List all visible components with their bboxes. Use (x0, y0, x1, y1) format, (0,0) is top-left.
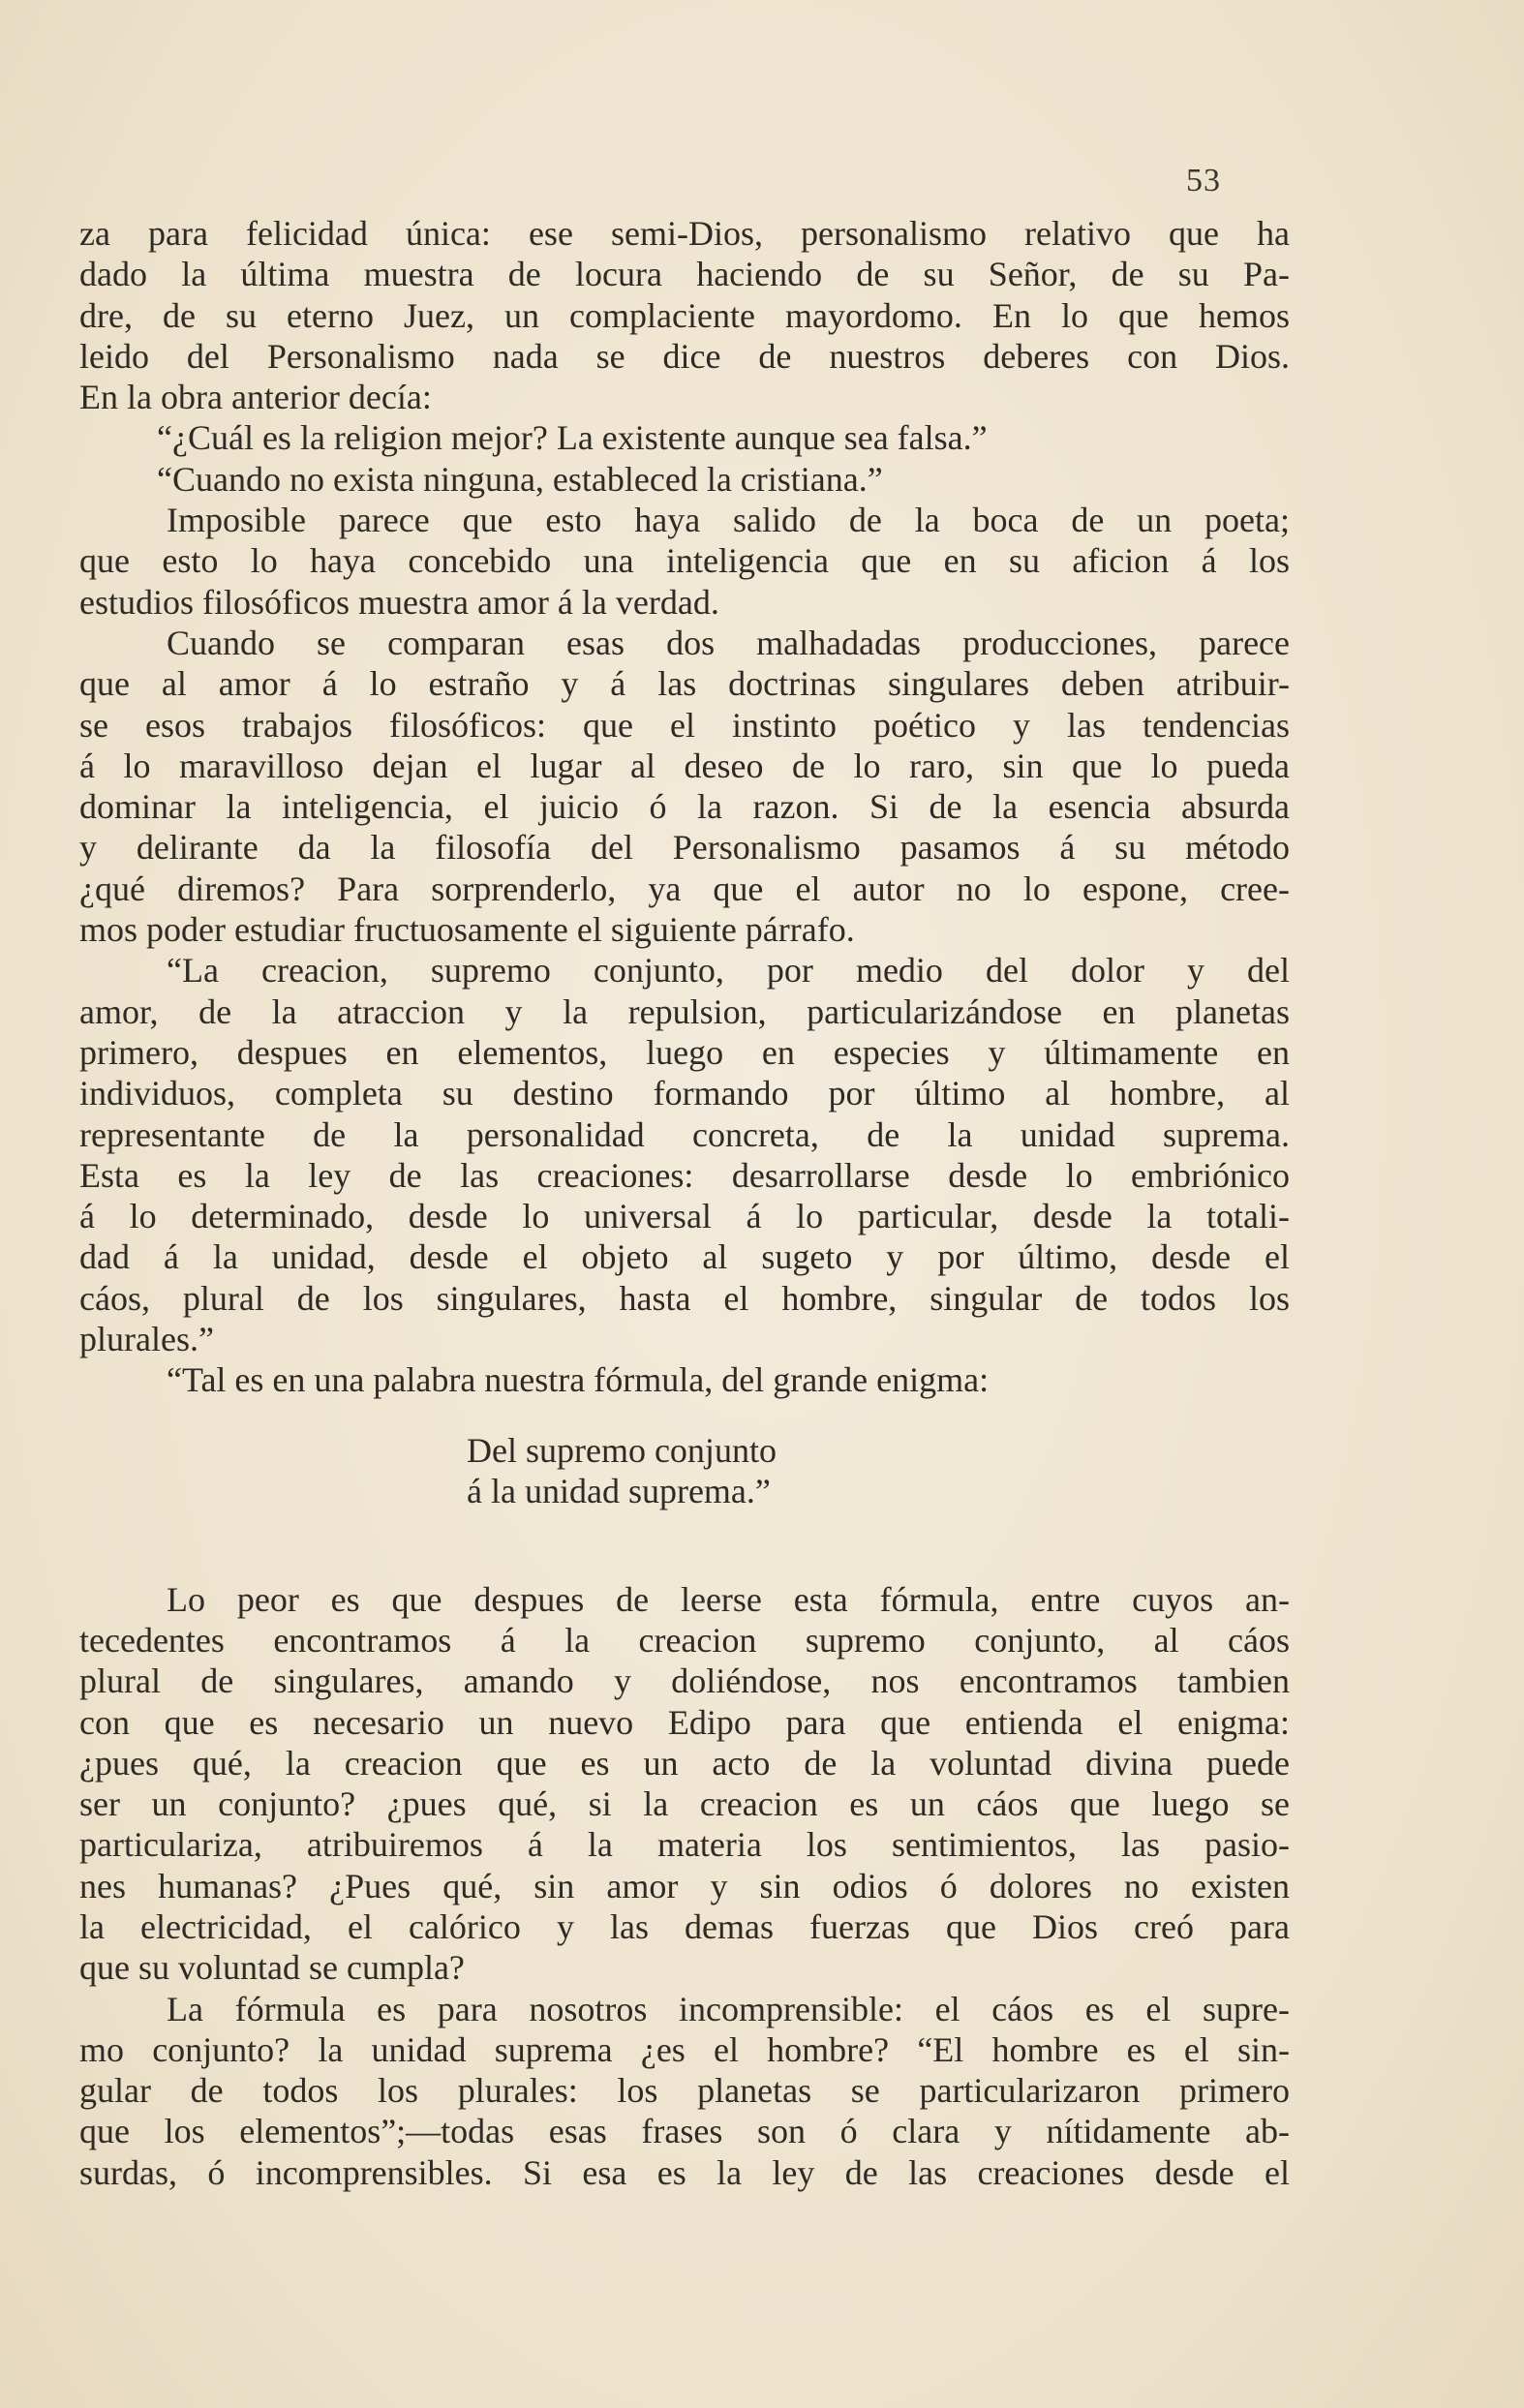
text-line: que al amor á lo estraño y á las doctrinas singulares deben atribuir- (79, 664, 1290, 704)
text-line: “La creacion, supremo conjunto, por medio del dolor y del (167, 951, 1290, 991)
text-line: particulariza, atribuiremos á la materia los sentimientos, las pasio- (79, 1825, 1290, 1865)
text-line: plurales.” (79, 1320, 214, 1359)
text-line: La fórmula es para nosotros incomprensible: el cáos es el supre- (167, 1989, 1290, 2028)
text-line: “Cuando no exista ninguna, estableced la cristiana.” (157, 459, 883, 499)
text-line: nes humanas? ¿Pues qué, sin amor y sin odios ó dolores no existen (79, 1866, 1290, 1905)
text-line: ¿qué diremos? Para sorprenderlo, ya que el autor no lo espone, cree- (79, 869, 1290, 908)
text-line: leido del Personalismo nada se dice de nuestros deberes con Dios. (79, 336, 1290, 376)
text-line: con que es necesario un nuevo Edipo para que entienda el enigma: (79, 1702, 1290, 1742)
text-line: primero, despues en elementos, luego en especies y últimamente en (79, 1032, 1290, 1072)
text-line: cáos, plural de los singulares, hasta el hombre, singular de todos los (79, 1278, 1290, 1318)
text-line: ser un conjunto? ¿pues qué, si la creacion es un cáos que luego se (79, 1784, 1290, 1824)
text-line: tecedentes encontramos á la creacion supremo conjunto, al cáos (79, 1620, 1290, 1660)
text-line: mo conjunto? la unidad suprema ¿es el hombre? “El hombre es el sin- (79, 2029, 1290, 2069)
text-line: á lo determinado, desde lo universal á lo particular, desde la totali- (79, 1197, 1290, 1236)
text-line: En la obra anterior decía: (79, 378, 432, 417)
page-number: 53 (1186, 163, 1221, 198)
text-line: za para felicidad única: ese semi-Dios, personalismo relativo que ha (79, 214, 1290, 253)
text-line: gular de todos los plurales: los planetas se particularizaron primero (79, 2071, 1290, 2111)
text-line: á lo maravilloso dejan el lugar al deseo de lo raro, sin que lo pueda (79, 746, 1290, 785)
text-line: que los elementos”;—todas esas frases son ó clara y nítidamente ab- (79, 2112, 1290, 2151)
text-line: mos poder estudiar fructuosamente el siguiente párrafo. (79, 910, 855, 950)
text-line: Imposible parece que esto haya salido de la boca de un poeta; (167, 501, 1290, 540)
paragraph-block-2 (79, 1579, 1290, 2193)
text-line: representante de la personalidad concreta, de la unidad suprema. (79, 1114, 1290, 1154)
text-line: y delirante da la filosofía del Personalismo pasamos á su método (79, 828, 1290, 868)
text-line: la electricidad, el calórico y las demas fuerzas que Dios creó para (79, 1906, 1290, 1946)
paragraph-block-1 (79, 213, 1290, 1401)
verse-quote (79, 1430, 1290, 1511)
text-line: dado la última muestra de locura haciendo de su Señor, de su Pa- (79, 255, 1290, 294)
text-line: ¿pues qué, la creacion que es un acto de la voluntad divina puede (79, 1743, 1290, 1783)
text-line: amor, de la atraccion y la repulsion, particularizándose en planetas (79, 991, 1290, 1031)
verse-line: Del supremo conjunto (467, 1430, 777, 1470)
text-line: dad á la unidad, desde el objeto al sugeto y por último, desde el (79, 1237, 1290, 1277)
text-line: dre, de su eterno Juez, un complaciente mayordomo. En lo que hemos (79, 295, 1290, 335)
text-line: Esta es la ley de las creaciones: desarrollarse desde lo embriónico (79, 1155, 1290, 1195)
text-line: Lo peor es que despues de leerse esta fórmula, entre cuyos an- (167, 1579, 1290, 1619)
text-line: estudios filosóficos muestra amor á la verdad. (79, 582, 719, 622)
text-line: plural de singulares, amando y doliéndose, nos encontramos tambien (79, 1661, 1290, 1701)
text-line: surdas, ó incomprensibles. Si esa es la ley de las creaciones desde el (79, 2152, 1290, 2192)
text-line: Cuando se comparan esas dos malhadadas producciones, parece (167, 623, 1290, 662)
text-line: que su voluntad se cumpla? (79, 1948, 465, 1988)
text-line: dominar la inteligencia, el juicio ó la razon. Si de la esencia absurda (79, 787, 1290, 827)
text-line: que esto lo haya concebido una inteligencia que en su aficion á los (79, 541, 1290, 581)
text-line: “¿Cuál es la religion mejor? La existente aunque sea falsa.” (157, 418, 988, 458)
verse-line: á la unidad suprema.” (467, 1471, 771, 1510)
body-text (79, 213, 1290, 2193)
text-line: “Tal es en una palabra nuestra fórmula, del grande enigma: (167, 1360, 990, 1400)
text-line: individuos, completa su destino formando por último al hombre, al (79, 1074, 1290, 1113)
text-line: se esos trabajos filosóficos: que el instinto poético y las tendencias (79, 705, 1290, 745)
